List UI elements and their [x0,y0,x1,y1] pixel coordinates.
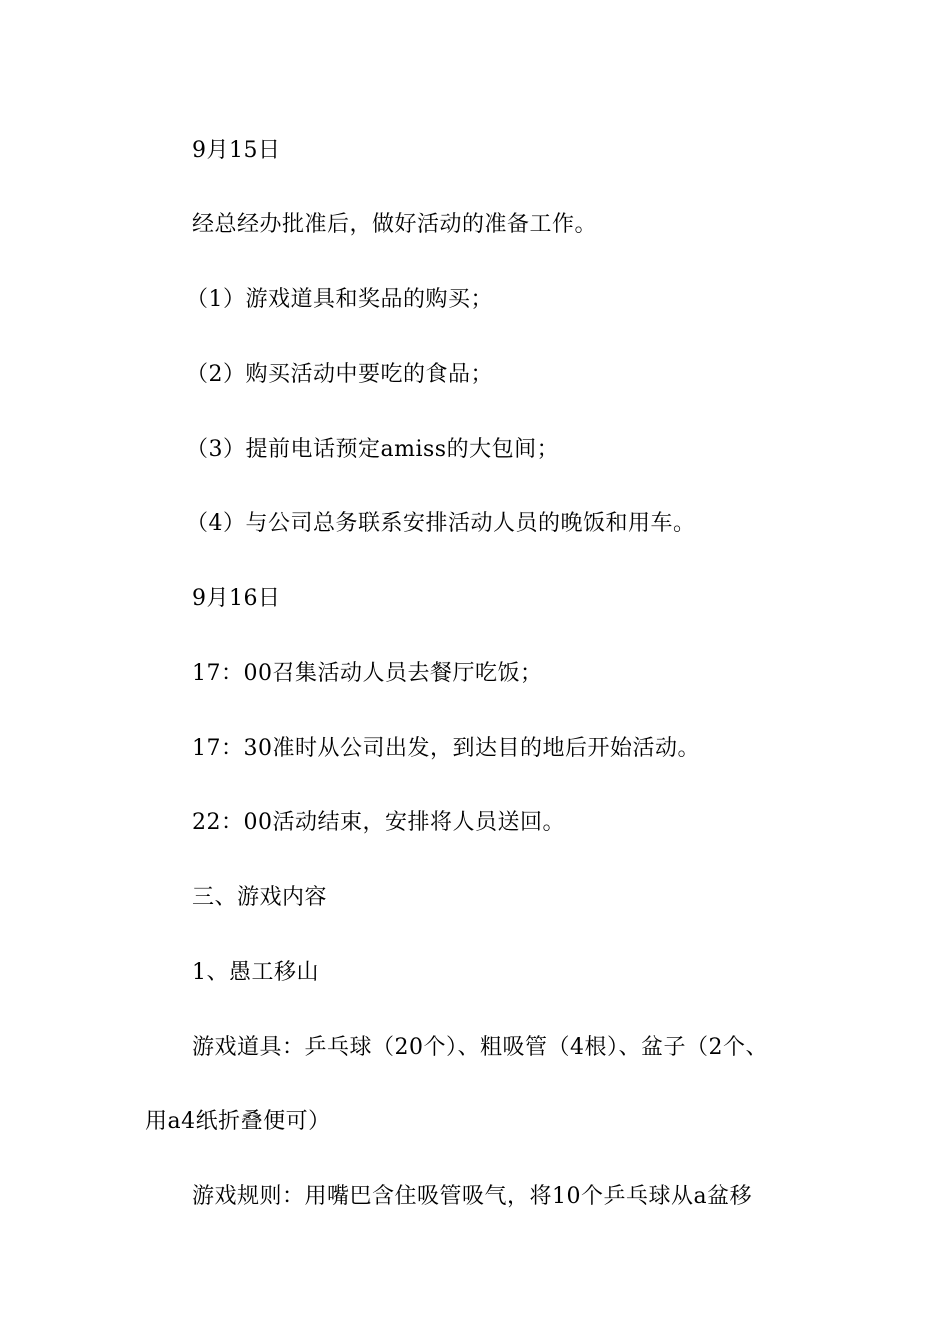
game-1-props-cont: 用a4纸折叠便可） [145,1109,331,1134]
prep-item-1: （1）游戏道具和奖品的购买； [186,287,493,312]
schedule-1730: 17：30准时从公司出发，到达目的地后开始活动。 [192,736,700,761]
schedule-2200: 22：00活动结束，安排将人员送回。 [192,810,565,835]
game-1-title: 1、愚工移山 [192,960,319,985]
prep-item-2: （2）购买活动中要吃的食品； [186,362,493,387]
prep-item-4: （4）与公司总务联系安排活动人员的晚饭和用车。 [186,511,696,536]
date-sep-15: 9月15日 [192,138,281,163]
game-1-rules: 游戏规则：用嘴巴含住吸管吸气，将10个乒乓球从a盆移 [192,1184,753,1209]
section-heading-games: 三、游戏内容 [192,885,328,910]
prep-item-3: （3）提前电话预定amiss的大包间； [186,437,560,462]
game-1-props: 游戏道具：乒乓球（20个）、粗吸管（4根）、盆子（2个、 [192,1035,768,1060]
schedule-1700: 17：00召集活动人员去餐厅吃饭； [192,661,543,686]
date-sep-16: 9月16日 [192,586,281,611]
prep-intro: 经总经办批准后，做好活动的准备工作。 [192,212,598,237]
